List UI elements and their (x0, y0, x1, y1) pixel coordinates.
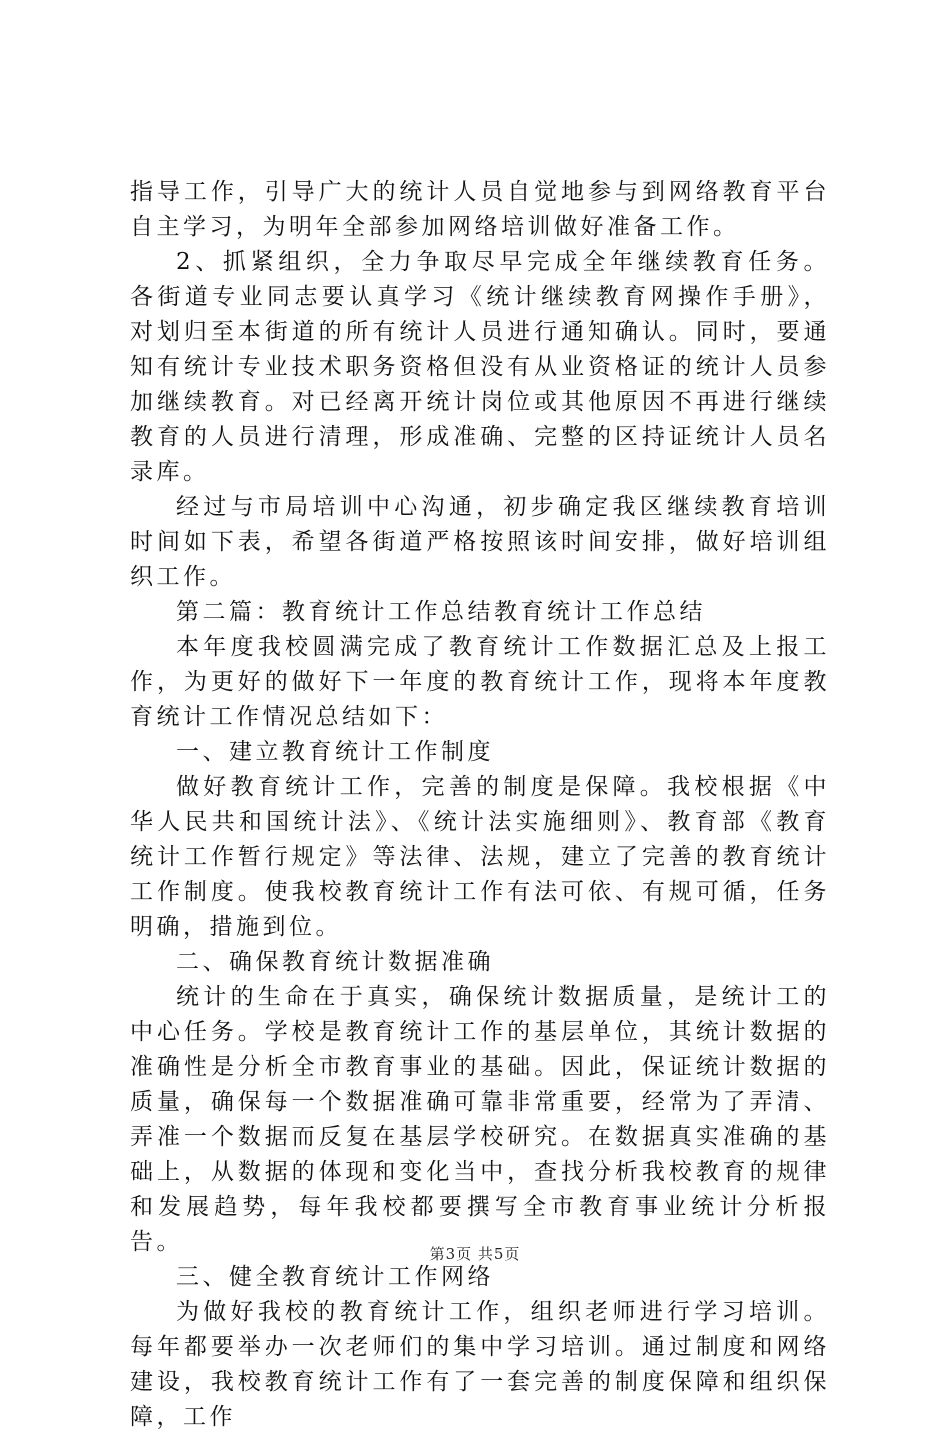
heading-3: 三、健全教育统计工作网络 (176, 1264, 494, 1290)
section-title: 第二篇：教育统计工作总结教育统计工作总结 (176, 599, 706, 625)
paragraph-network: 为做好我校的教育统计工作，组织老师进行学习培训。每年都要举办一次老师们的集中学习培训。通过制度和网络建设，我校教育统计工作有了一套完善的制度保障和组织保障，工作 (130, 1299, 830, 1430)
page-number-footer: 第3页 共5页 (429, 1245, 521, 1263)
heading-1: 一、建立教育统计工作制度 (176, 739, 494, 765)
paragraph-accuracy: 统计的生命在于真实，确保统计数据质量，是统计工的中心任务。学校是教育统计工作的基层单位，其统计数据的准确性是分析全市教育事业的基础。因此，保证统计数据的质量，确保每一个数据准确可靠非常重要，经常为了弄清、弄准一个数据而反复在基层学校研究。在数据真实准确的基础上，从数据的体现和变化当中，查找分析我校教育的规律和发展趋势，每年我校都要撰写全市教育事业统计分析报告。 (130, 984, 830, 1255)
paragraph-system: 做好教育统计工作，完善的制度是保障。我校根据《中华人民共和国统计法》、《统计法实施细则》、教育部《教育统计工作暂行规定》等法律、法规，建立了完善的教育统计工作制度。使我校教育统计工作有法可依、有规可循，任务明确，措施到位。 (130, 774, 830, 940)
paragraph-continuation: 指导工作，引导广大的统计人员自觉地参与到网络教育平台自主学习，为明年全部参加网络培训做好准备工作。 (130, 179, 830, 240)
paragraph-intro: 本年度我校圆满完成了教育统计工作数据汇总及上报工作，为更好的做好下一年度的教育统计工作，现将本年度教育统计工作情况总结如下： (130, 634, 830, 730)
heading-2: 二、确保教育统计数据准确 (176, 949, 494, 975)
paragraph-training-schedule: 经过与市局培训中心沟通，初步确定我区继续教育培训时间如下表，希望各街道严格按照该时间安排，做好培训组织工作。 (130, 494, 830, 590)
paragraph-organize-task: 2、抓紧组织，全力争取尽早完成全年继续教育任务。各街道专业同志要认真学习《统计继续教育网操作手册》，对划归至本街道的所有统计人员进行通知确认。同时，要通知有统计专业技术职务资格但没有从业资格证的统计人员参加继续教育。对已经离开统计岗位或其他原因不再进行继续教育的人员进行清理，形成准确、完整的区持证统计人员名录库。 (130, 249, 830, 485)
